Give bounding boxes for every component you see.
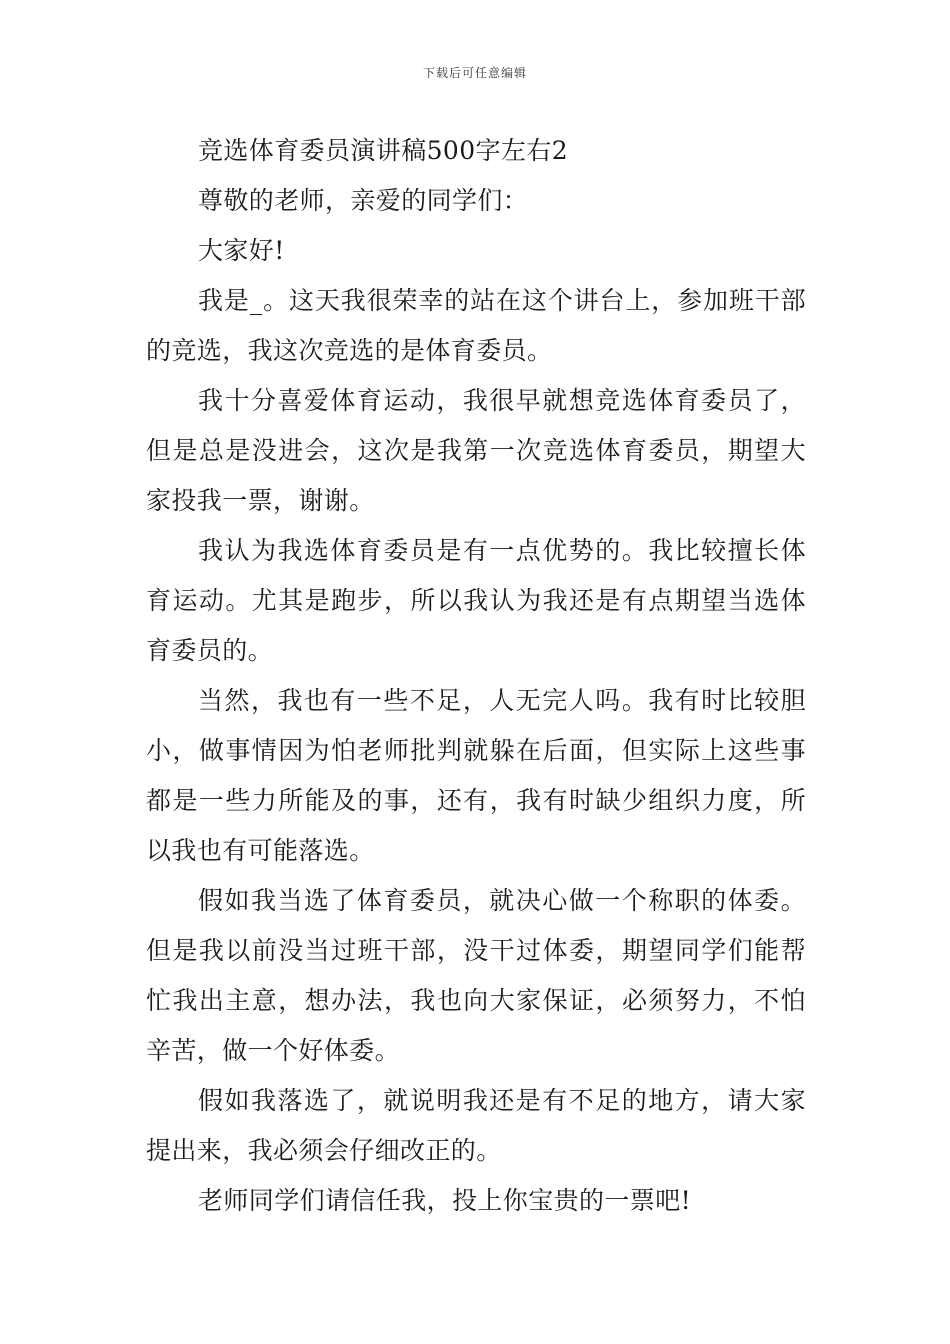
- paragraph-3: 我认为我选体育委员是有一点优势的。我比较擅长体育运动。尤其是跑步，所以我认为我还是有点期望当选体育委员的。: [146, 536, 806, 665]
- document-body: [146, 126, 806, 1226]
- paragraph-2: 我十分喜爱体育运动，我很早就想竞选体育委员了，但是总是没进会，这次是我第一次竞选体育委员，期望大家投我一票，谢谢。: [146, 386, 806, 515]
- paragraph-5: 假如我当选了体育委员，就决心做一个称职的体委。但是我以前没当过班干部，没干过体委，期望同学们能帮忙我出主意，想办法，我也向大家保证，必须努力，不怕辛苦，做一个好体委。: [146, 886, 806, 1065]
- page-header-note: 下载后可任意编辑: [422, 66, 527, 80]
- paragraph-4: 当然，我也有一些不足，人无完人吗。我有时比较胆小，做事情因为怕老师批判就躲在后面，但实际上这些事都是一些力所能及的事，还有，我有时缺少组织力度，所以我也有可能落选。: [146, 686, 806, 865]
- document-title: 竞选体育委员演讲稿500字左右2: [198, 136, 569, 165]
- salutation: 尊敬的老师，亲爱的同学们：: [198, 186, 529, 215]
- paragraph-7: 老师同学们请信任我，投上你宝贵的一票吧!: [198, 1186, 692, 1215]
- paragraph-1: 我是_。这天我很荣幸的站在这个讲台上，参加班干部的竞选，我这次竞选的是体育委员。: [146, 286, 806, 365]
- greeting: 大家好!: [198, 236, 285, 265]
- paragraph-6: 假如我落选了，就说明我还是有不足的地方，请大家提出来，我必须会仔细改正的。: [146, 1086, 806, 1165]
